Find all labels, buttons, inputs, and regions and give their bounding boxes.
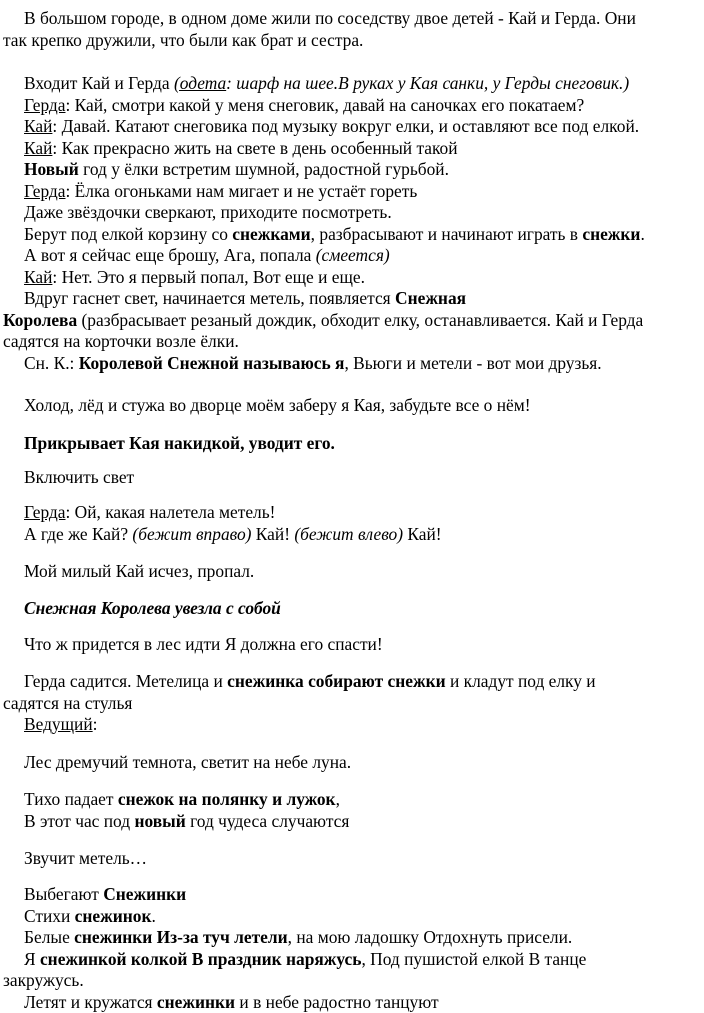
- text: снежинки Из-за туч летели: [74, 927, 288, 947]
- text-line: [0, 267, 700, 289]
- text: снежок на полянку и лужок: [117, 789, 336, 809]
- paragraph-cold: [0, 395, 700, 417]
- speaker-kai: Кай: [24, 137, 53, 158]
- text-line: В большом городе, в одном доме жили по соседству двое детей - Кай и Герда. Они: [24, 8, 636, 28]
- text-line: [0, 884, 700, 906]
- text: Новый: [24, 159, 79, 179]
- text-line: Снежная Королева увезла с собой: [24, 598, 281, 618]
- text: и в небе радостно танцуют: [235, 991, 439, 1012]
- speaker-host: Ведущий: [24, 714, 93, 734]
- text: : Ёлка огоньками нам мигает и не устаёт гореть: [65, 180, 418, 201]
- text-line: закружусь.: [3, 970, 84, 990]
- text-line: Что ж придется в лес идти Я должна его спасти!: [24, 634, 383, 654]
- paragraph-light: [0, 467, 700, 489]
- text: снежинка собирают снежки: [227, 671, 446, 691]
- text: новый: [134, 810, 186, 831]
- text: и кладут под елку и: [445, 671, 596, 691]
- paragraph-cover: [0, 433, 700, 455]
- text: год у ёлки встретим шумной, радостной гурьбой.: [78, 159, 449, 179]
- text-line: [0, 811, 700, 833]
- text: Берут под елкой корзину со: [24, 223, 233, 244]
- text-line: садятся на стулья: [3, 692, 133, 713]
- text: (разбрасывает резаный дождик, обходит елку, останавливается. Кай и Герда: [77, 309, 644, 330]
- text: Выбегают: [24, 884, 104, 904]
- text: Вдруг гаснет свет, начинается метель, появляется: [24, 288, 396, 308]
- paragraph-forest: [0, 634, 700, 656]
- stage-direction: [174, 73, 629, 93]
- text-line: [0, 524, 700, 546]
- text: А вот я сейчас еще брошу, Ага, попала: [24, 245, 316, 265]
- text: Королевой Снежной называюсь я: [78, 352, 345, 373]
- paragraph-gerda: [0, 502, 700, 545]
- text-line: [0, 310, 700, 332]
- text-line: [0, 671, 700, 693]
- paragraph-scene: [0, 73, 700, 374]
- text: ,: [335, 789, 340, 809]
- text: , Под пушистой елкой В танце: [361, 948, 587, 969]
- text: : шарф на шее.В руках у Кая санки, у Герды снеговик.): [226, 73, 630, 93]
- text-line: [0, 992, 700, 1013]
- text-line: [0, 116, 700, 138]
- text-line: Холод, лёд и стужа во дворце моём заберу я Кая, забудьте все о нём!: [24, 395, 531, 415]
- text-line: [0, 714, 700, 736]
- text-line: [0, 245, 700, 267]
- text-line: [0, 906, 700, 928]
- text: А где же Кай?: [24, 523, 133, 544]
- text: Снежинки: [103, 884, 187, 904]
- text: : Кай, смотри какой у меня снеговик, давай на саночках его покатаем?: [65, 94, 585, 115]
- paragraph-intro: [0, 8, 700, 51]
- text: Летят и кружатся: [24, 991, 157, 1012]
- text: .: [151, 905, 156, 926]
- text: .: [640, 223, 645, 244]
- text-line: [0, 927, 700, 949]
- stage-direction: (бежит вправо): [132, 523, 252, 544]
- text: Королева: [3, 309, 78, 330]
- text-line: Звучит метель…: [24, 848, 148, 868]
- stage-direction: (бежит влево): [294, 523, 404, 544]
- paragraph-snowflakes: [0, 884, 700, 1013]
- text: снежинкой колкой В праздник наряжусь: [39, 948, 362, 969]
- text: снежки: [582, 223, 641, 244]
- speaker-kai: Кай: [24, 266, 53, 287]
- text-line: так крепко дружили, что были как брат и сестра.: [3, 29, 364, 50]
- text: , на мою ладошку Отдохнуть присели.: [287, 927, 573, 947]
- paragraph-blizzard: [0, 848, 700, 870]
- text-line: [0, 159, 700, 181]
- speaker-kai: Кай: [24, 116, 53, 136]
- paragraph-snow: [0, 789, 700, 832]
- text: , разбрасывают и начинают играть в: [310, 223, 583, 244]
- text-line: [0, 138, 700, 160]
- text: Герда садится. Метелица и: [24, 671, 228, 691]
- text-line: Прикрывает Кая накидкой, уводит его.: [24, 433, 335, 453]
- text-line: Включить свет: [24, 467, 135, 487]
- text: : Как прекрасно жить на свете в день особенный такой: [52, 137, 458, 158]
- text: : Нет. Это я первый попал, Вот еще и еще.: [52, 266, 365, 287]
- text-line: [0, 95, 700, 117]
- text: : Давай. Катают снеговика под музыку вокруг елки, и оставляют все под елкой.: [52, 116, 640, 136]
- paragraph-took: [0, 598, 700, 620]
- text: Я: [24, 948, 40, 969]
- text: снежинок: [74, 905, 152, 926]
- text-line: [0, 224, 700, 246]
- speaker-gerda: Герда: [24, 180, 66, 201]
- text: Кай!: [403, 523, 442, 544]
- text: год чудеса случаются: [185, 810, 350, 831]
- speaker-gerda: Герда: [24, 94, 66, 115]
- text: Входит Кай и Герда: [24, 73, 174, 93]
- text: (одета: [173, 73, 227, 93]
- text: :: [92, 714, 98, 734]
- text-line: Даже звёздочки сверкают, приходите посмотреть.: [24, 202, 392, 222]
- text-line: [0, 288, 700, 310]
- text-line: [0, 73, 700, 95]
- stage-direction: (смеется): [315, 245, 390, 265]
- text: Стихи: [24, 905, 75, 926]
- paragraph-lost: [0, 561, 700, 583]
- text: , Вьюги и метели - вот мои друзья.: [344, 352, 602, 373]
- text: Белые: [24, 927, 75, 947]
- text-line: [0, 181, 700, 203]
- speaker-gerda: Герда: [24, 502, 66, 522]
- text-line: Лес дремучий темнота, светит на небе луна.: [24, 752, 352, 772]
- text: В этот час под: [24, 810, 135, 831]
- text-line: садятся на корточки возле ёлки.: [3, 331, 239, 351]
- text: Кай!: [251, 523, 295, 544]
- text: Тихо падает: [24, 789, 118, 809]
- paragraph-sits: [0, 671, 700, 736]
- text: Снежная: [395, 288, 467, 308]
- text: : Ой, какая налетела метель!: [65, 502, 276, 522]
- text: снежинки: [156, 991, 236, 1012]
- text-line: Мой милый Кай исчез, пропал.: [24, 561, 255, 581]
- text-line: [0, 949, 700, 971]
- text-line: [0, 789, 700, 811]
- text-line: [0, 353, 700, 375]
- text: снежками: [232, 223, 311, 244]
- paragraph-night: [0, 752, 700, 774]
- text: Сн. К.:: [24, 352, 79, 373]
- text-line: [0, 502, 700, 524]
